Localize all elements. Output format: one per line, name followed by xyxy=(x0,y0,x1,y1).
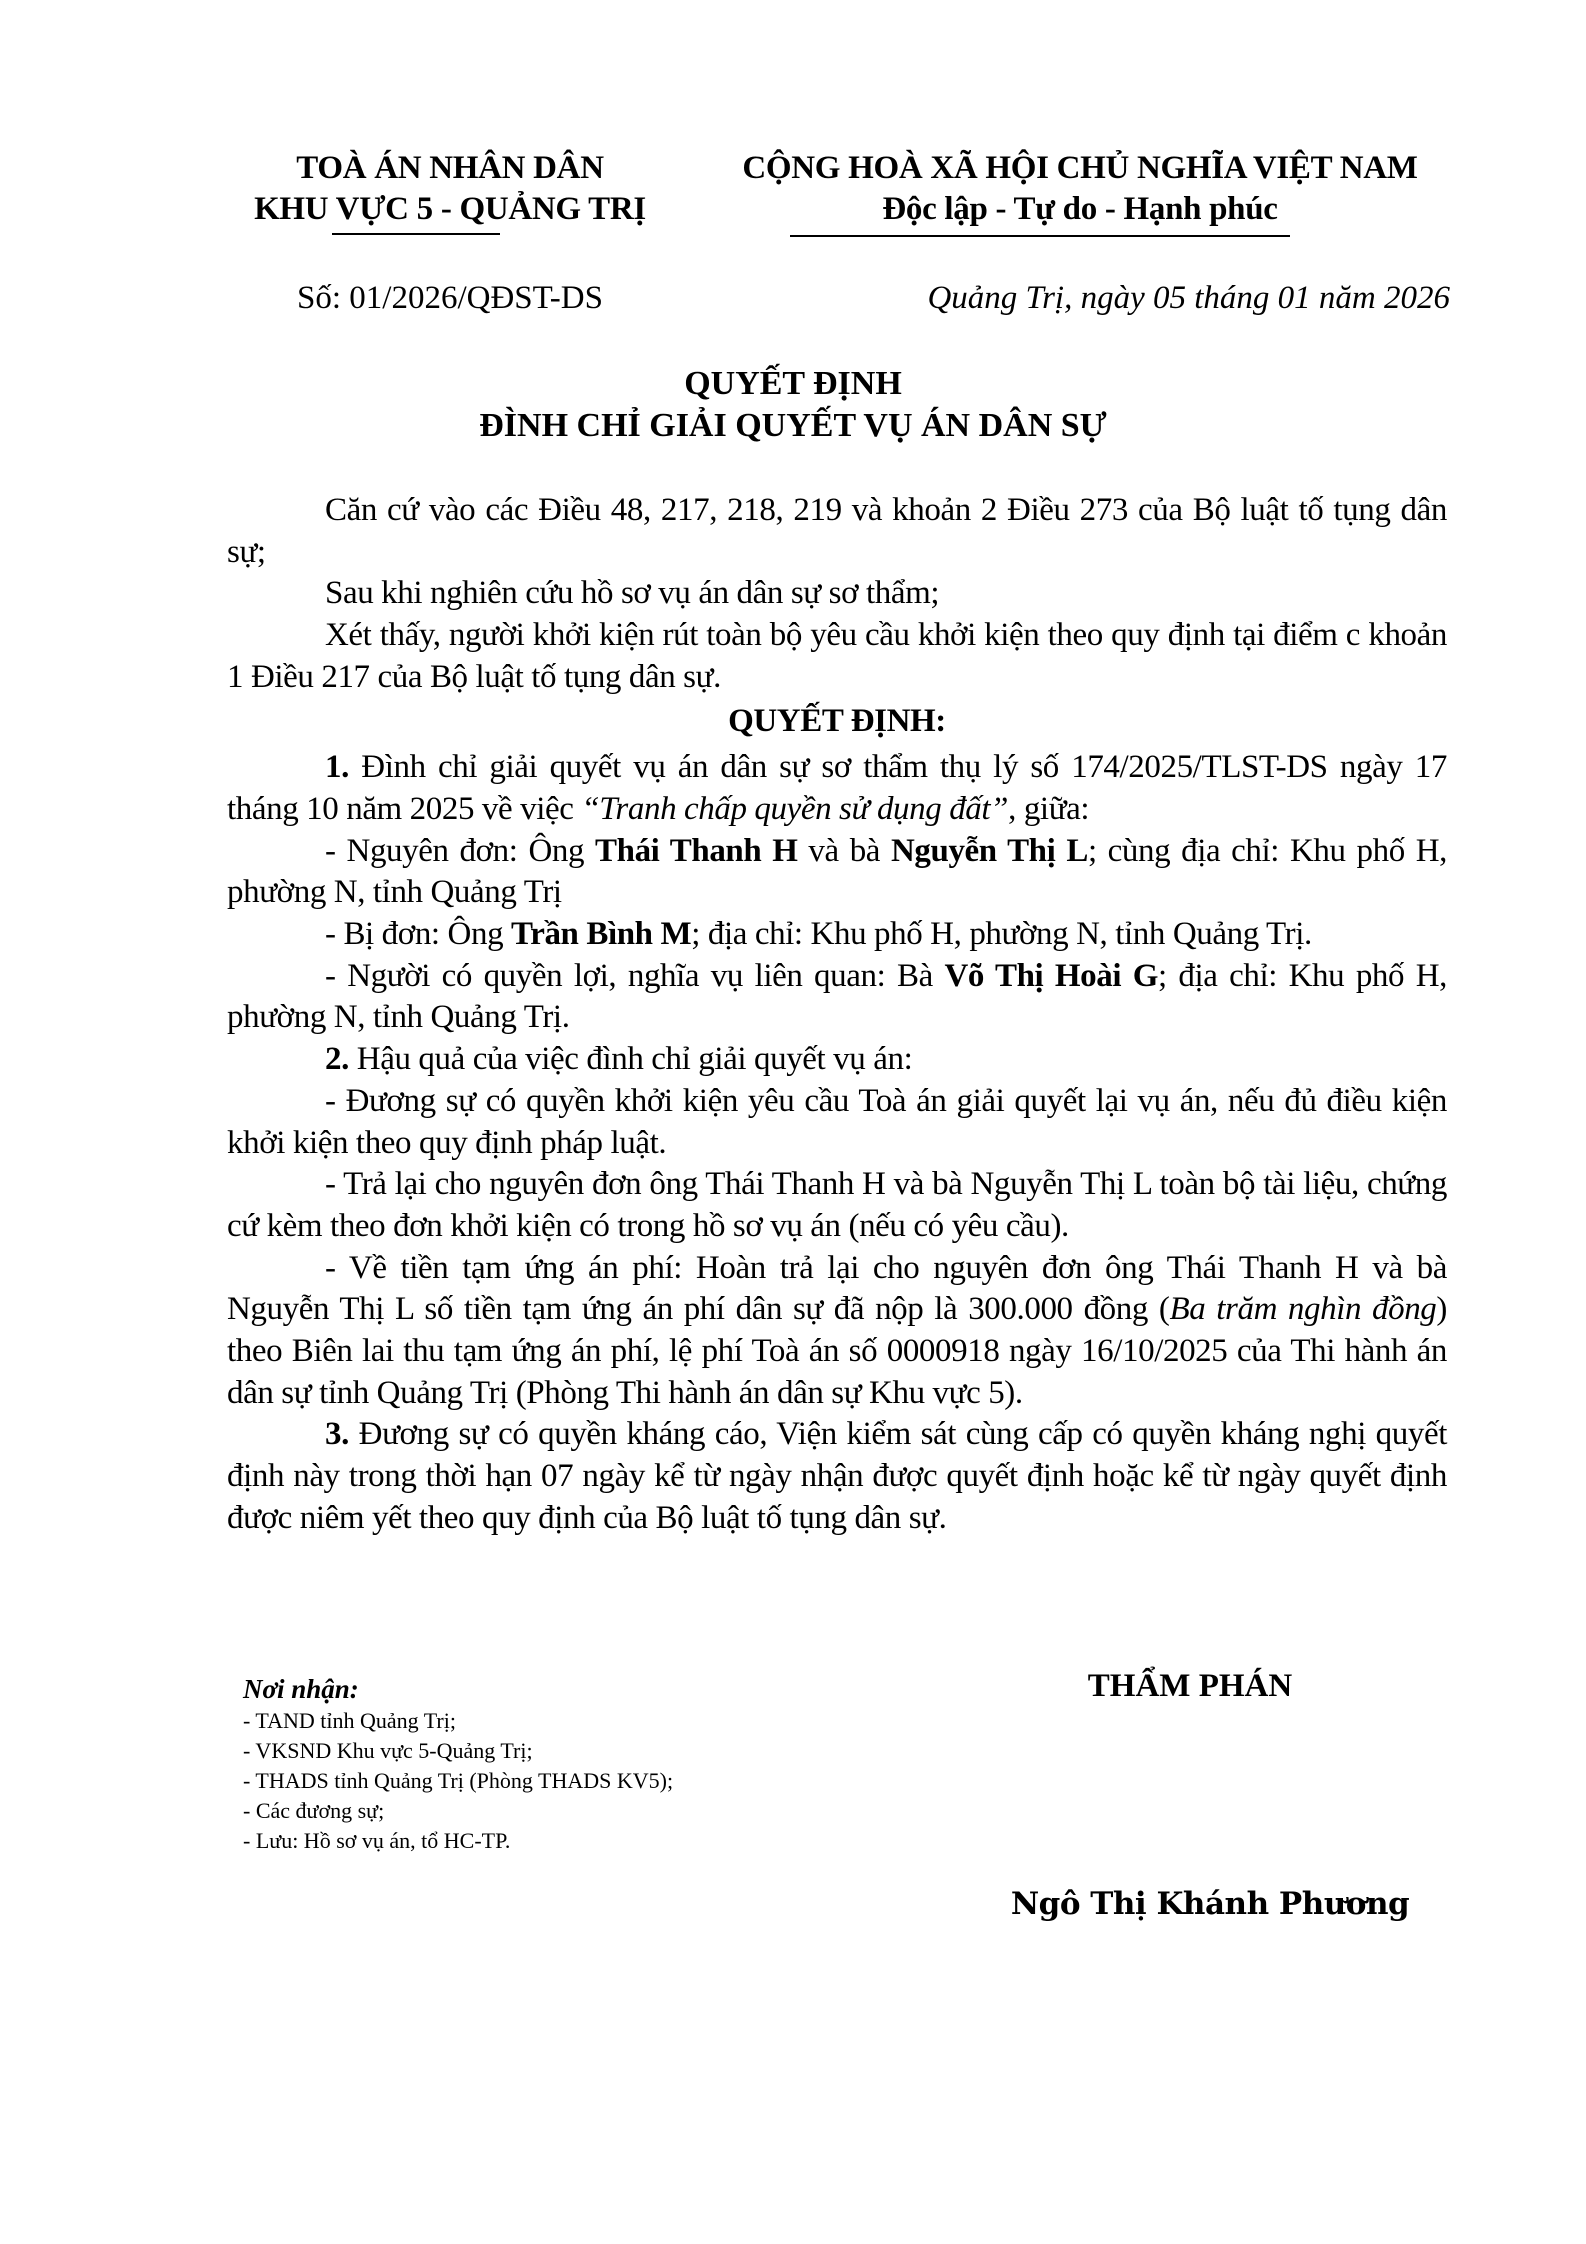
section-1-text-b: , giữa: xyxy=(1008,790,1090,827)
recipient-item: - Các đương sự; xyxy=(243,1798,385,1823)
recipient-item: - THADS tỉnh Quảng Trị (Phòng THADS KV5); xyxy=(243,1768,674,1793)
fee-refund-text-b: ) theo Biên lai thu tạm ứng án phí, lệ phí Toà án số 0000918 ngày 16/10/2025 của Thi hành án dân sự tỉnh Quảng Trị (Phòng Thi hành án dân sự Khu vực 5). xyxy=(227,1291,1447,1411)
document-body xyxy=(227,490,1447,1540)
place-date: Quảng Trị, ngày 05 tháng 01 năm 2026 xyxy=(927,280,1450,316)
recipients-title: Nơi nhận: xyxy=(243,1674,359,1704)
recipient-item: - TAND tỉnh Quảng Trị; xyxy=(243,1708,456,1733)
title-line-1: QUYẾT ĐỊNH xyxy=(684,365,902,402)
recipients-block xyxy=(243,1672,923,1856)
plaintiff-name-2: Nguyễn Thị L xyxy=(890,832,1088,869)
defendant-name: Trần Bình M xyxy=(511,916,692,953)
court-name: TOÀ ÁN NHÂN DÂN xyxy=(296,150,604,186)
signer-title: THẨM PHÁN xyxy=(1087,1668,1293,1704)
signer-name: Ngô Thị Khánh Phương xyxy=(1010,1886,1410,1922)
section-2-number: 2. xyxy=(325,1041,349,1078)
plaintiff-address: ; cùng địa chỉ: Khu phố H, phường N, tỉnh Quảng Trị xyxy=(227,832,1447,911)
plaintiff-label: - Nguyên đơn: Ông xyxy=(325,832,595,869)
case-type: “Tranh chấp quyền sử dụng đất” xyxy=(581,790,1009,827)
title-line-2: ĐÌNH CHỈ GIẢI QUYẾT VỤ ÁN DÂN SỰ xyxy=(479,407,1107,444)
fee-amount-words: Ba trăm nghìn đồng xyxy=(1169,1291,1437,1328)
section-2-item-1: - Đương sự có quyền khởi kiện yêu cầu Toà án giải quyết lại vụ án, nếu đủ điều kiện khởi kiện theo quy định pháp luật. xyxy=(227,1082,1447,1161)
preamble-finding: Xét thấy, người khởi kiện rút toàn bộ yêu cầu khởi kiện theo quy định tại điểm c khoản 1 Điều 217 của Bộ luật tố tụng dân sự. xyxy=(227,617,1447,695)
section-2-item-3 xyxy=(227,1248,1447,1415)
section-1 xyxy=(227,747,1447,830)
recipient-item: - Lưu: Hồ sơ vụ án, tổ HC-TP. xyxy=(243,1828,511,1853)
section-2-item-2: - Trả lại cho nguyên đơn ông Thái Thanh H và bà Nguyễn Thị L toàn bộ tài liệu, chứng cứ kèm theo đơn khởi kiện có trong hồ sơ vụ án (nếu có yêu cầu). xyxy=(227,1166,1447,1244)
section-2 xyxy=(227,1039,1447,1081)
plaintiff-name-1: Thái Thanh H xyxy=(595,832,798,869)
defendant-address: ; địa chỉ: Khu phố H, phường N, tỉnh Quảng Trị. xyxy=(691,916,1312,953)
section-2-heading: Hậu quả của việc đình chỉ giải quyết vụ án: xyxy=(348,1041,913,1078)
section-1-text-a: Đình chỉ giải quyết vụ án dân sự sơ thẩm thụ lý số 174/2025/TLST-DS ngày 17 tháng 10 năm 2025 về việc xyxy=(227,749,1447,827)
nation-name: CỘNG HOÀ XÃ HỘI CHỦ NGHĨA VIỆT NAM xyxy=(742,150,1418,186)
fee-refund-text-a: - Về tiền tạm ứng án phí: Hoàn trả lại cho nguyên đơn ông Thái Thanh H và bà Nguyễn Thị L số tiền tạm ứng án phí dân sự đã nộp là 300.000 đồng ( xyxy=(227,1249,1447,1328)
decision-heading: QUYẾT ĐỊNH: xyxy=(728,702,946,739)
section-3-text: Đương sự có quyền kháng cáo, Viện kiểm sát cùng cấp có quyền kháng nghị quyết định này trong thời hạn 07 ngày kể từ ngày nhận được quyết định hoặc kể từ ngày quyết định được niêm yết theo quy định của Bộ luật tố tụng dân sự. xyxy=(227,1416,1447,1536)
court-header xyxy=(240,148,660,230)
court-region: KHU VỰC 5 - QUẢNG TRỊ xyxy=(254,191,646,227)
related-party-name: Võ Thị Hoài G xyxy=(944,957,1159,994)
document-title xyxy=(0,363,1586,447)
preamble-legal-basis: Căn cứ vào các Điều 48, 217, 218, 219 và khoản 2 Điều 273 của Bộ luật tố tụng dân sự; xyxy=(227,492,1447,570)
court-header-underline xyxy=(332,233,500,235)
preamble-review: Sau khi nghiên cứu hồ sơ vụ án dân sự sơ thẩm; xyxy=(325,575,940,612)
defendant-line xyxy=(227,914,1447,956)
section-1-number: 1. xyxy=(325,749,349,786)
section-3-number: 3. xyxy=(325,1416,349,1453)
related-party-address: ; địa chỉ: Khu phố H, phường N, tỉnh Quảng Trị. xyxy=(227,957,1447,1036)
plaintiff-line xyxy=(227,831,1447,914)
plaintiff-connector: và bà xyxy=(797,832,891,869)
related-party-line xyxy=(227,956,1447,1039)
motto-underline xyxy=(790,235,1290,237)
section-3 xyxy=(227,1414,1447,1539)
national-header xyxy=(690,148,1470,230)
defendant-label: - Bị đơn: Ông xyxy=(325,916,512,953)
document-number: Số: 01/2026/QĐST-DS xyxy=(297,280,603,316)
related-party-label: - Người có quyền lợi, nghĩa vụ liên quan: Bà xyxy=(325,957,945,994)
nation-motto: Độc lập - Tự do - Hạnh phúc xyxy=(882,191,1278,227)
recipient-item: - VKSND Khu vực 5-Quảng Trị; xyxy=(243,1738,533,1763)
